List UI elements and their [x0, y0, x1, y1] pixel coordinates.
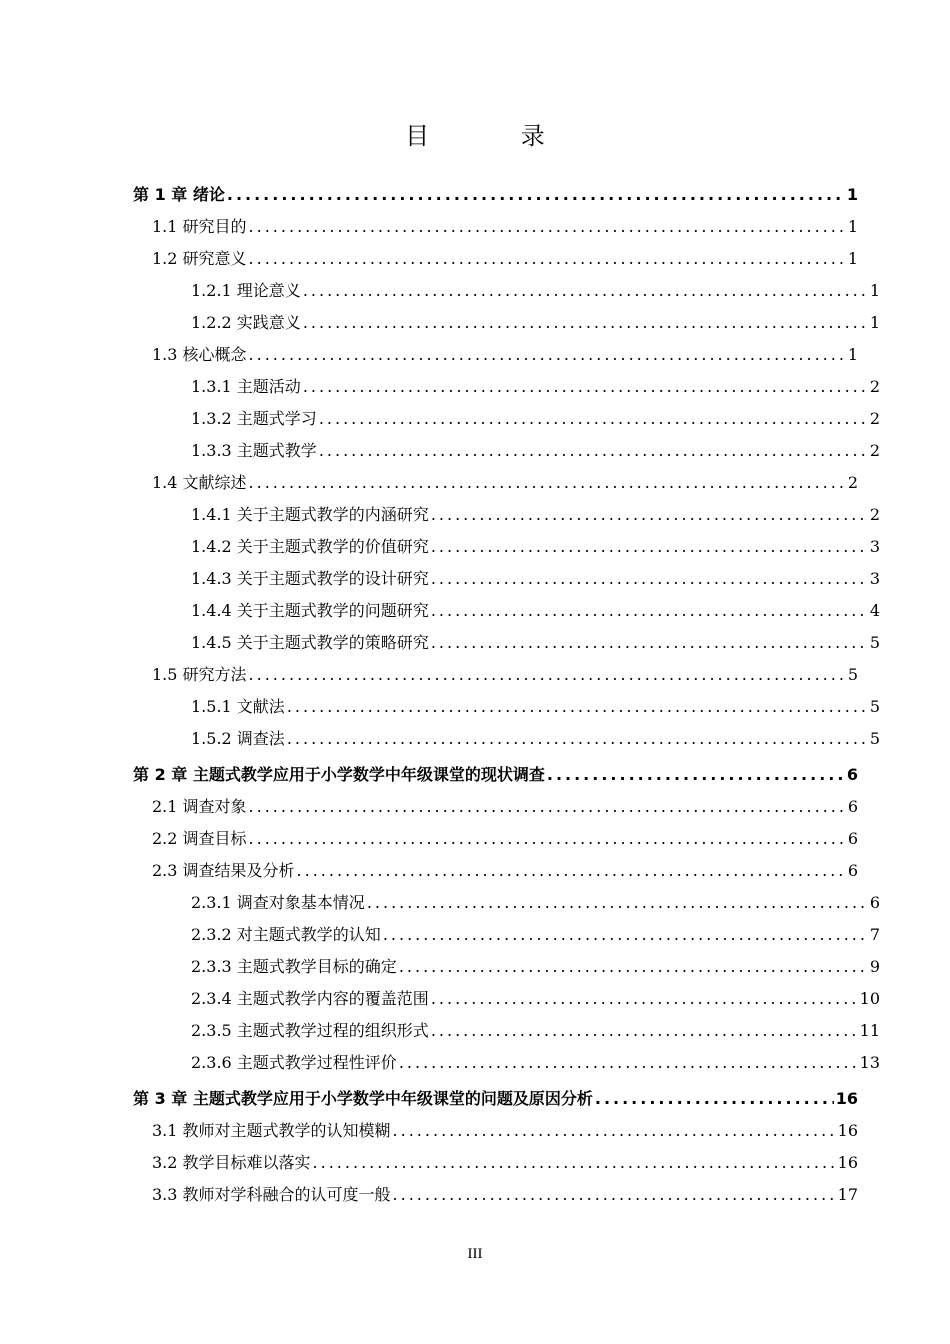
toc-entry-label: 2.3.2 对主题式教学的认知	[191, 925, 381, 944]
toc-entry[interactable]	[191, 956, 880, 978]
toc-leader-dots	[547, 764, 845, 786]
toc-entry-label: 3.1 教师对主题式教学的认知模糊	[152, 1121, 391, 1140]
toc-entry-label: 1.5 研究方法	[152, 665, 247, 684]
toc-leader-dots	[431, 504, 868, 526]
toc-leader-dots	[393, 1120, 836, 1142]
toc-entry-label: 2.3.6 主题式教学过程性评价	[191, 1053, 397, 1072]
toc-leader-dots	[303, 312, 868, 334]
toc-entry-label: 第 1 章 绪论	[133, 185, 225, 204]
toc-leader-dots	[287, 728, 868, 750]
toc-entry[interactable]	[191, 1052, 880, 1074]
toc-leader-dots	[287, 696, 868, 718]
toc-leader-dots	[227, 184, 845, 206]
toc-leader-dots	[367, 892, 868, 914]
toc-entry-page: 11	[859, 1021, 880, 1040]
toc-leader-dots	[249, 344, 846, 366]
toc-entry-page: 9	[869, 957, 880, 976]
toc-entry-page: 1	[847, 217, 858, 236]
toc-entry-label: 1.4.4 关于主题式教学的问题研究	[191, 601, 429, 620]
toc-entry[interactable]	[191, 440, 880, 462]
toc-entry-page: 16	[837, 1121, 858, 1140]
toc-entry-page: 1	[846, 185, 858, 204]
toc-entry-page: 6	[847, 861, 858, 880]
toc-entry-page: 4	[869, 601, 880, 620]
toc-entry-page: 6	[847, 797, 858, 816]
toc-entry-page: 1	[869, 281, 880, 300]
toc-leader-dots	[249, 216, 846, 238]
toc-entry-label: 3.2 教学目标难以落实	[152, 1153, 311, 1172]
toc-entry-label: 2.3.4 主题式教学内容的覆盖范围	[191, 989, 429, 1008]
toc-entry-page: 1	[847, 249, 858, 268]
toc-entry-label: 1.4.2 关于主题式教学的价值研究	[191, 537, 429, 556]
toc-entry[interactable]	[191, 600, 880, 622]
toc-entry[interactable]	[152, 796, 858, 818]
toc-entry-label: 2.3.1 调查对象基本情况	[191, 893, 365, 912]
toc-entry-label: 2.3 调查结果及分析	[152, 861, 295, 880]
toc-entry-page: 5	[847, 665, 858, 684]
toc-entry[interactable]	[191, 408, 880, 430]
toc-entry-label: 1.4.3 关于主题式教学的设计研究	[191, 569, 429, 588]
page-title: 目 录	[405, 122, 587, 150]
toc-entry[interactable]	[191, 504, 880, 526]
toc-leader-dots	[393, 1184, 836, 1206]
toc-entry[interactable]	[191, 696, 880, 718]
toc-entry[interactable]	[191, 988, 880, 1010]
toc-leader-dots	[319, 440, 868, 462]
toc-leader-dots	[399, 956, 868, 978]
toc-entry-page: 5	[869, 633, 880, 652]
toc-leader-dots	[319, 408, 868, 430]
toc-entry-page: 2	[869, 441, 880, 460]
toc-entry[interactable]	[191, 312, 880, 334]
toc-entry-page: 2	[869, 377, 880, 396]
toc-entry-page: 6	[847, 829, 858, 848]
toc-entry-label: 1.4 文献综述	[152, 473, 247, 492]
toc-entry[interactable]	[152, 860, 858, 882]
toc-entry-label: 1.2.1 理论意义	[191, 281, 301, 300]
toc-entry[interactable]	[191, 632, 880, 654]
toc-leader-dots	[303, 280, 868, 302]
toc-entry-label: 1.3.2 主题式学习	[191, 409, 317, 428]
toc-entry[interactable]	[152, 828, 858, 850]
toc-entry-label: 第 3 章 主题式教学应用于小学数学中年级课堂的问题及原因分析	[133, 1089, 593, 1108]
toc-entry-page: 3	[869, 569, 880, 588]
toc-entry-label: 3.3 教师对学科融合的认可度一般	[152, 1185, 391, 1204]
toc-entry-page: 13	[859, 1053, 880, 1072]
toc-entry-label: 2.3.3 主题式教学目标的确定	[191, 957, 397, 976]
toc-entry[interactable]	[152, 1184, 858, 1206]
toc-leader-dots	[383, 924, 868, 946]
toc-entry[interactable]	[191, 280, 880, 302]
toc-leader-dots	[249, 796, 846, 818]
toc-entry[interactable]	[191, 536, 880, 558]
toc-entry-label: 1.3.3 主题式教学	[191, 441, 317, 460]
toc-entry-label: 1.5.2 调查法	[191, 729, 285, 748]
toc-leader-dots	[595, 1088, 834, 1110]
toc-leader-dots	[249, 472, 846, 494]
toc-entry[interactable]	[191, 376, 880, 398]
toc-leader-dots	[249, 664, 846, 686]
page-number: III	[467, 1246, 483, 1262]
toc-entry-label: 1.2.2 实践意义	[191, 313, 301, 332]
toc-entry[interactable]	[191, 1020, 880, 1042]
toc-entry-label: 1.3 核心概念	[152, 345, 247, 364]
toc-entry-label: 第 2 章 主题式教学应用于小学数学中年级课堂的现状调查	[133, 765, 545, 784]
toc-leader-dots	[431, 1020, 858, 1042]
toc-entry-page: 1	[847, 345, 858, 364]
toc-leader-dots	[431, 632, 868, 654]
toc-entry-label: 1.1 研究目的	[152, 217, 247, 236]
toc-entry-label: 2.3.5 主题式教学过程的组织形式	[191, 1021, 429, 1040]
toc-leader-dots	[431, 600, 868, 622]
toc-leader-dots	[303, 376, 868, 398]
toc-entry[interactable]	[152, 472, 858, 494]
toc-leader-dots	[249, 248, 846, 270]
toc-chapter-entry[interactable]	[133, 764, 858, 786]
toc-entry[interactable]	[152, 1152, 858, 1174]
toc-leader-dots	[399, 1052, 858, 1074]
toc-entry-page: 3	[869, 537, 880, 556]
toc-leader-dots	[431, 536, 868, 558]
toc-entry-label: 1.5.1 文献法	[191, 697, 285, 716]
toc-entry[interactable]	[191, 728, 880, 750]
toc-entry-page: 6	[869, 893, 880, 912]
toc-leader-dots	[249, 828, 846, 850]
toc-entry-page: 6	[846, 765, 858, 784]
toc-leader-dots	[431, 568, 868, 590]
toc-entry-page: 10	[859, 989, 880, 1008]
toc-entry-page: 5	[869, 729, 880, 748]
toc-entry-page: 2	[869, 409, 880, 428]
toc-entry-page: 16	[835, 1089, 858, 1108]
toc-entry-page: 2	[869, 505, 880, 524]
toc-entry-label: 2.2 调查目标	[152, 829, 247, 848]
toc-entry-page: 17	[837, 1185, 858, 1204]
toc-entry-label: 1.4.5 关于主题式教学的策略研究	[191, 633, 429, 652]
toc-entry-label: 1.4.1 关于主题式教学的内涵研究	[191, 505, 429, 524]
toc-leader-dots	[297, 860, 846, 882]
toc-entry-label: 1.3.1 主题活动	[191, 377, 301, 396]
toc-chapter-entry[interactable]	[133, 184, 858, 206]
toc-entry[interactable]	[191, 924, 880, 946]
toc-entry-page: 5	[869, 697, 880, 716]
toc-leader-dots	[313, 1152, 836, 1174]
toc-entry[interactable]	[152, 664, 858, 686]
toc-entry-page: 1	[869, 313, 880, 332]
toc-entry[interactable]	[152, 216, 858, 238]
toc-entry-label: 1.2 研究意义	[152, 249, 247, 268]
toc-entry[interactable]	[152, 1120, 858, 1142]
toc-chapter-entry[interactable]	[133, 1088, 858, 1110]
toc-entry[interactable]	[152, 248, 858, 270]
toc-entry-label: 2.1 调查对象	[152, 797, 247, 816]
toc-entry[interactable]	[191, 568, 880, 590]
toc-entry[interactable]	[191, 892, 880, 914]
toc-entry[interactable]	[152, 344, 858, 366]
toc-entry-page: 16	[837, 1153, 858, 1172]
toc-entry-page: 7	[869, 925, 880, 944]
toc-leader-dots	[431, 988, 858, 1010]
toc-entry-page: 2	[847, 473, 858, 492]
